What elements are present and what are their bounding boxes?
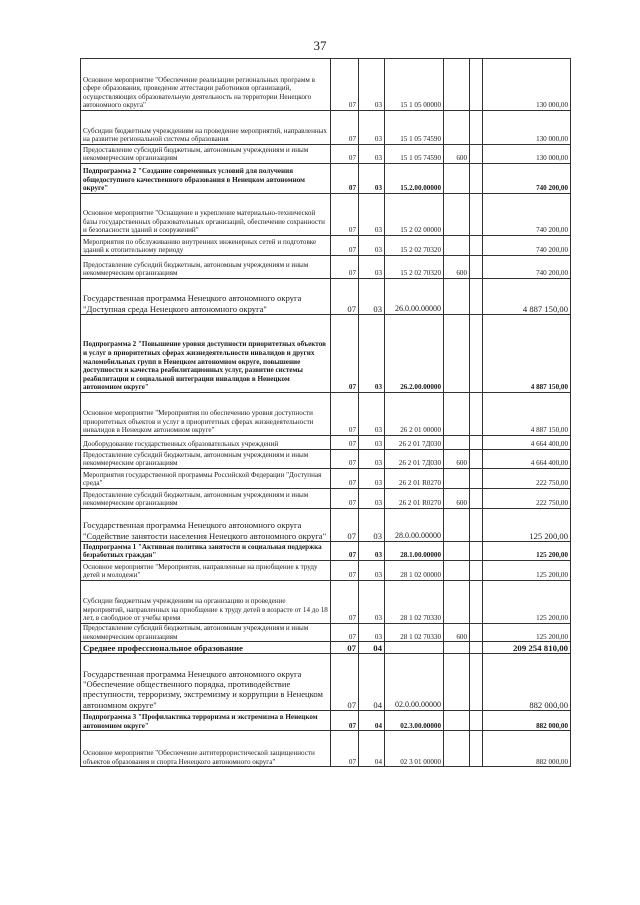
table-row [81,59,571,111]
row-subsection-code: 03 [359,624,385,642]
row-amount: 4 887 150,00 [483,315,571,393]
table-row [81,256,571,279]
row-empty-cell [470,279,483,315]
row-target-article: 26 2 01 7Д030 [385,450,444,469]
row-subsection-code: 03 [359,469,385,489]
row-empty-cell [470,561,483,581]
table-row [81,581,571,624]
row-target-article: 26.2.00.00000 [385,315,444,393]
table-row [81,642,571,654]
row-section-code: 07 [331,315,359,393]
row-expense-type [444,509,470,542]
row-empty-cell [470,654,483,711]
row-subsection-code: 03 [359,145,385,164]
table-row [81,654,571,711]
row-amount: 130 000,00 [483,111,571,145]
row-section-code: 07 [331,393,359,436]
row-target-article: 02.0.00.00000 [385,654,444,711]
row-section-code: 07 [331,731,359,767]
row-target-article: 28.1.00.00000 [385,542,444,561]
row-amount: 209 254 810,00 [483,642,571,654]
row-target-article: 15 2 02 00000 [385,194,444,236]
row-empty-cell [470,469,483,489]
table-row [81,393,571,436]
row-subsection-code: 04 [359,731,385,767]
row-amount: 125 200,00 [483,581,571,624]
row-empty-cell [470,315,483,393]
row-section-code: 07 [331,561,359,581]
row-expense-type: 600 [444,145,470,164]
row-target-article: 15 1 05 74590 [385,145,444,164]
row-amount: 125 200,00 [483,624,571,642]
row-name: Государственная программа Ненецкого автономного округа "Доступная среда Ненецкого автономного округа" [81,279,331,315]
table-row [81,469,571,489]
row-amount: 740 200,00 [483,194,571,236]
row-expense-type [444,393,470,436]
row-expense-type [444,542,470,561]
row-subsection-code: 04 [359,642,385,654]
row-empty-cell [470,236,483,256]
row-expense-type [444,59,470,111]
table-row [81,624,571,642]
row-amount: 125 200,00 [483,561,571,581]
row-target-article: 15.2.00.00000 [385,164,444,194]
budget-table-body [81,59,571,767]
row-target-article: 15 1 05 00000 [385,59,444,111]
row-empty-cell [470,111,483,145]
row-empty-cell [470,256,483,279]
row-empty-cell [470,581,483,624]
budget-table [80,58,571,767]
row-name: Подпрограмма 2 "Повышение уровня доступности приоритетных объектов и услуг в приоритетных сферах жизнедеятельности инвалидов и других маломобильных групп в Ненецком автономном округе, повышение доступности и качества реабилитационных услуг, развитие системы реабилитации и социальной интеграции инвалидов в Ненецком автономном округе" [81,315,331,393]
row-amount: 130 000,00 [483,145,571,164]
row-expense-type [444,111,470,145]
row-amount: 4 887 150,00 [483,393,571,436]
table-row [81,279,571,315]
row-name: Дооборудование государственных образовательных учреждений [81,436,331,450]
row-subsection-code: 03 [359,164,385,194]
row-empty-cell [470,731,483,767]
page-number: 37 [313,38,327,53]
row-amount: 882 000,00 [483,731,571,767]
row-subsection-code: 03 [359,59,385,111]
row-subsection-code: 03 [359,561,385,581]
row-section-code: 07 [331,654,359,711]
table-row [81,315,571,393]
row-empty-cell [470,436,483,450]
row-empty-cell [470,145,483,164]
row-section-code: 07 [331,581,359,624]
row-target-article [385,642,444,654]
table-row [81,236,571,256]
row-expense-type: 600 [444,489,470,509]
row-section-code: 07 [331,469,359,489]
table-row [81,542,571,561]
row-name: Мероприятия государственной программы Российской Федерации "Доступная среда" [81,469,331,489]
row-subsection-code: 03 [359,436,385,450]
row-empty-cell [470,509,483,542]
row-subsection-code: 03 [359,542,385,561]
row-expense-type: 600 [444,624,470,642]
row-target-article: 15 1 05 74590 [385,111,444,145]
row-name: Предоставление субсидий бюджетным, автономным учреждениям и иным некоммерческим организациям [81,256,331,279]
table-row [81,164,571,194]
row-amount: 130 000,00 [483,59,571,111]
row-section-code: 07 [331,194,359,236]
table-row [81,731,571,767]
row-expense-type [444,711,470,731]
row-amount: 882 000,00 [483,711,571,731]
row-expense-type [444,194,470,236]
row-empty-cell [470,711,483,731]
row-target-article: 26 2 01 00000 [385,393,444,436]
row-target-article: 28.0.00.00000 [385,509,444,542]
row-name: Предоставление субсидий бюджетным, автономным учреждениям и иным некоммерческим организациям [81,624,331,642]
row-section-code: 07 [331,642,359,654]
row-target-article: 15 2 02 70320 [385,256,444,279]
row-target-article: 02 3 01 00000 [385,731,444,767]
row-section-code: 07 [331,145,359,164]
row-name: Государственная программа Ненецкого автономного округа "Обеспечение общественного порядка, противодействие преступности, терроризму, экстремизму и коррупции в Ненецком автономном округе" [81,654,331,711]
row-name: Основное мероприятие "Оснащение и укрепление материально-технической базы государственных образовательных организаций, обеспечение сохранности и безопасности зданий и сооружений" [81,194,331,236]
row-empty-cell [470,164,483,194]
row-subsection-code: 03 [359,509,385,542]
row-expense-type [444,642,470,654]
row-subsection-code: 03 [359,393,385,436]
row-name: Мероприятия по обслуживанию внутренних инженерных сетей и подготовке зданий к отопительному периоду [81,236,331,256]
row-section-code: 07 [331,279,359,315]
row-expense-type [444,164,470,194]
row-section-code: 07 [331,164,359,194]
row-name: Основное мероприятие "Обеспечение реализации региональных программ в сфере образования, проведение аттестации работников организаций, осуществляющих образовательную деятельность на территории Ненецкого автономного округа" [81,59,331,111]
table-row [81,450,571,469]
row-empty-cell [470,194,483,236]
row-expense-type: 600 [444,450,470,469]
row-section-code: 07 [331,450,359,469]
row-subsection-code: 03 [359,450,385,469]
row-subsection-code: 03 [359,256,385,279]
row-expense-type [444,469,470,489]
row-target-article: 26 2 01 R0270 [385,469,444,489]
table-row [81,145,571,164]
row-section-code: 07 [331,111,359,145]
row-target-article: 15 2 02 70320 [385,236,444,256]
row-name: Государственная программа Ненецкого автономного округа "Содействие занятости населения Ненецкого автономного округа" [81,509,331,542]
row-target-article: 26 2 01 7Д030 [385,436,444,450]
row-amount: 4 664 400,00 [483,450,571,469]
row-amount: 125 200,00 [483,509,571,542]
row-name: Субсидии бюджетным учреждениям на проведение мероприятий, направленных на развитие региональной системы образования [81,111,331,145]
row-name: Предоставление субсидий бюджетным, автономным учреждениям и иным некоммерческим организациям [81,145,331,164]
row-empty-cell [470,542,483,561]
row-section-code: 07 [331,236,359,256]
row-subsection-code: 03 [359,489,385,509]
row-name: Среднее профессиональное образование [81,642,331,654]
row-name: Субсидии бюджетным учреждениям на организацию и проведение мероприятий, направленных на приобщение к труду детей в возрасте от 14 до 18 лет, в свободное от учебы время [81,581,331,624]
row-name: Подпрограмма 3 "Профилактика терроризма и экстремизма в Ненецком автономном округе" [81,711,331,731]
row-subsection-code: 03 [359,111,385,145]
row-target-article: 02.3.00.00000 [385,711,444,731]
table-row [81,711,571,731]
row-amount: 125 200,00 [483,542,571,561]
row-amount: 740 200,00 [483,236,571,256]
row-expense-type [444,561,470,581]
row-subsection-code: 03 [359,194,385,236]
row-name: Основное мероприятие "Мероприятия по обеспечению уровня доступности приоритетных объектов и услуг в приоритетных сферах жизнедеятельности инвалидов в Ненецком автономном округе" [81,393,331,436]
row-name: Подпрограмма 1 "Активная политика занятости и социальная поддержка безработных граждан" [81,542,331,561]
row-amount: 4 664 400,00 [483,436,571,450]
row-target-article: 26.0.00.00000 [385,279,444,315]
table-row [81,489,571,509]
row-section-code: 07 [331,624,359,642]
row-empty-cell [470,489,483,509]
row-subsection-code: 04 [359,654,385,711]
row-target-article: 28 1 02 70330 [385,624,444,642]
table-row [81,111,571,145]
row-empty-cell [470,393,483,436]
row-subsection-code: 04 [359,711,385,731]
row-subsection-code: 03 [359,315,385,393]
row-expense-type [444,731,470,767]
row-expense-type [444,436,470,450]
table-row [81,509,571,542]
row-empty-cell [470,642,483,654]
row-section-code: 07 [331,59,359,111]
row-name: Предоставление субсидий бюджетным, автономным учреждениям и иным некоммерческим организациям [81,489,331,509]
row-name: Предоставление субсидий бюджетным, автономным учреждениям и иным некоммерческим организациям [81,450,331,469]
row-amount: 4 887 150,00 [483,279,571,315]
row-section-code: 07 [331,711,359,731]
row-target-article: 26 2 01 R0270 [385,489,444,509]
row-empty-cell [470,624,483,642]
row-name: Основное мероприятие "Обеспечение антитеррористической защищенности объектов образования и спорта Ненецкого автономного округа" [81,731,331,767]
row-amount: 740 200,00 [483,256,571,279]
row-expense-type [444,581,470,624]
table-row [81,436,571,450]
row-name: Подпрограмма 2 "Создание современных условий для получения общедоступного качественного образования в Ненецком автономном округе" [81,164,331,194]
row-target-article: 28 1 02 00000 [385,561,444,581]
row-expense-type [444,654,470,711]
row-target-article: 28 1 02 70330 [385,581,444,624]
row-expense-type [444,236,470,256]
row-expense-type: 600 [444,256,470,279]
row-section-code: 07 [331,542,359,561]
row-empty-cell [470,450,483,469]
row-expense-type [444,279,470,315]
row-section-code: 07 [331,509,359,542]
row-empty-cell [470,59,483,111]
row-amount: 222 750,00 [483,489,571,509]
row-section-code: 07 [331,256,359,279]
table-row [81,194,571,236]
row-subsection-code: 03 [359,279,385,315]
row-name: Основное мероприятие "Мероприятия, направленные на приобщение к труду детей и молодежи" [81,561,331,581]
row-section-code: 07 [331,489,359,509]
row-amount: 740 200,00 [483,164,571,194]
row-subsection-code: 03 [359,236,385,256]
row-section-code: 07 [331,436,359,450]
row-subsection-code: 03 [359,581,385,624]
row-expense-type [444,315,470,393]
row-amount: 882 000,00 [483,654,571,711]
table-row [81,561,571,581]
row-amount: 222 750,00 [483,469,571,489]
